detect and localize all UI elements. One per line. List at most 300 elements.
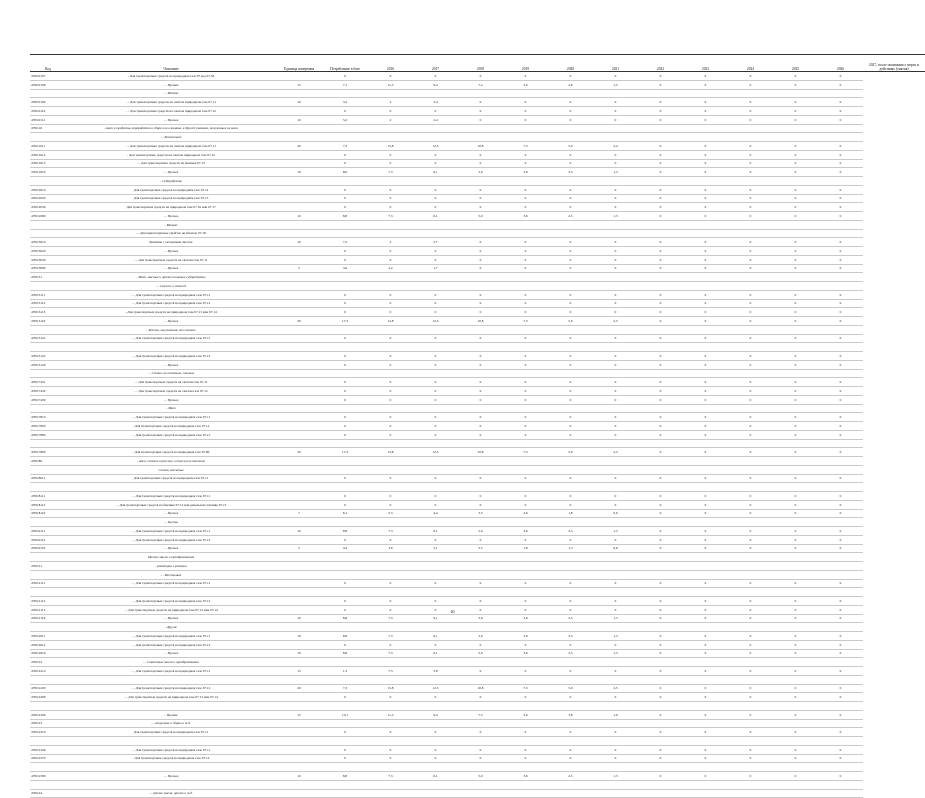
year-rate-cell: 0 xyxy=(548,430,593,439)
year-rate-cell xyxy=(773,124,818,133)
year-rate-cell: 0 xyxy=(548,535,593,544)
unit-cell xyxy=(276,518,322,527)
year-rate-cell: 0 xyxy=(458,378,503,387)
year-rate-cell xyxy=(773,483,818,492)
unit-cell xyxy=(276,562,322,571)
table-row xyxy=(30,527,925,536)
description-cell: - - Для транспортных средств на природном газе 07.11 xyxy=(66,413,276,422)
year-rate-cell: 0 xyxy=(593,203,638,212)
year-rate-cell xyxy=(368,343,413,352)
year-rate-cell: 2,4 xyxy=(413,115,458,124)
year-rate-cell xyxy=(593,457,638,466)
year-rate-cell xyxy=(548,553,593,562)
year-rate-cell xyxy=(503,282,548,291)
table-row xyxy=(30,483,925,492)
year-rate-cell: 0 xyxy=(458,238,503,247)
table-row xyxy=(30,247,925,256)
year-rate-cell: 0 xyxy=(773,194,818,203)
table-row xyxy=(30,369,925,378)
year-rate-cell: 0 xyxy=(503,115,548,124)
year-rate-cell xyxy=(503,737,548,746)
year-rate-cell: 0 xyxy=(818,238,863,247)
unit-cell xyxy=(276,369,322,378)
table-row xyxy=(30,763,925,772)
unit-cell xyxy=(276,308,322,317)
year-rate-cell: 0 xyxy=(818,255,863,264)
column-header: 2024 xyxy=(728,55,773,72)
year-rate-cell: 0 xyxy=(638,535,683,544)
year-rate-cell: 0 xyxy=(368,203,413,212)
year-rate-cell: 0 xyxy=(413,194,458,203)
unit-cell xyxy=(276,360,322,369)
year-rate-cell: 0 xyxy=(593,238,638,247)
year-rate-cell xyxy=(548,439,593,448)
year-rate-cell: 0 xyxy=(368,500,413,509)
year-rate-cell: 0 xyxy=(773,387,818,396)
table-row xyxy=(30,89,925,98)
year-rate-cell: 0 xyxy=(818,413,863,422)
year-rate-cell: 0 xyxy=(773,308,818,317)
year-rate-cell: 0 xyxy=(683,352,728,361)
description-cell: - - Прочее xyxy=(66,649,276,658)
unit-cell: 10 xyxy=(276,115,322,124)
year-rate-cell: 5,0 xyxy=(548,317,593,326)
year-rate-cell xyxy=(458,282,503,291)
year-rate-cell: 0 xyxy=(773,290,818,299)
code-cell: 4700.0109 xyxy=(30,98,66,107)
year-rate-cell: 0 xyxy=(818,422,863,431)
year-rate-cell xyxy=(413,658,458,667)
year-rate-cell xyxy=(413,124,458,133)
base-rate-cell: 0 xyxy=(322,378,368,387)
year-rate-cell: 0 xyxy=(818,693,863,702)
year-rate-cell: 0 xyxy=(818,430,863,439)
year-rate-cell: 5,0 xyxy=(458,168,503,177)
table-header-row xyxy=(30,55,925,72)
base-rate-cell: 0 xyxy=(322,430,368,439)
year-rate-cell: 0 xyxy=(638,579,683,588)
year-rate-cell: 0 xyxy=(773,772,818,781)
year-rate-cell: 0 xyxy=(593,159,638,168)
year-rate-cell xyxy=(638,273,683,282)
year-rate-cell xyxy=(683,325,728,334)
year-rate-cell: 0 xyxy=(458,395,503,404)
year-rate-cell: 1,8 xyxy=(503,544,548,553)
year-rate-cell xyxy=(638,325,683,334)
year-rate-cell: 0 xyxy=(458,352,503,361)
code-cell: 4700.31 xyxy=(30,273,66,282)
year-rate-cell: 0 xyxy=(638,203,683,212)
year-rate-cell xyxy=(503,177,548,186)
description-cell: - - Для транспортных средств на природном газе 07.11 xyxy=(66,334,276,343)
year-rate-cell: 0 xyxy=(728,290,773,299)
year-rate-cell: 0 xyxy=(458,745,503,754)
unit-cell xyxy=(276,273,322,282)
table-row xyxy=(30,273,925,282)
year-rate-cell: 0 xyxy=(368,247,413,256)
year-rate-cell: 0 xyxy=(728,579,773,588)
base-rate-cell: 0 xyxy=(322,413,368,422)
table-row xyxy=(30,684,925,693)
year-rate-cell xyxy=(368,780,413,789)
table-row xyxy=(30,693,925,702)
year-rate-cell xyxy=(413,518,458,527)
code-cell xyxy=(30,553,66,562)
year-rate-cell: 0 xyxy=(638,422,683,431)
year-rate-cell: 0 xyxy=(728,255,773,264)
year-rate-cell: 0 xyxy=(593,430,638,439)
year-rate-cell xyxy=(818,719,863,728)
description-cell: - - Кусты xyxy=(66,518,276,527)
year-rate-cell: 0 xyxy=(638,527,683,536)
code-cell: 4700.3020 xyxy=(30,247,66,256)
code-cell: 4700.2119 xyxy=(30,614,66,623)
year-rate-cell xyxy=(593,675,638,684)
year-rate-cell: 0 xyxy=(503,597,548,606)
year-rate-cell xyxy=(683,483,728,492)
base-rate-cell xyxy=(322,457,368,466)
base-rate-cell xyxy=(322,658,368,667)
year-rate-cell: 0 xyxy=(728,107,773,116)
year-rate-cell xyxy=(458,124,503,133)
year-rate-cell xyxy=(773,404,818,413)
year-rate-cell: 0 xyxy=(638,264,683,273)
description-cell: - - Для транспортных средств на природном газе 07.11 xyxy=(66,667,276,676)
base-rate-cell xyxy=(322,89,368,98)
year-rate-cell: 0 xyxy=(413,693,458,702)
year-rate-cell: 0 xyxy=(638,693,683,702)
column-header: 2016 xyxy=(368,55,413,72)
code-cell xyxy=(30,588,66,597)
base-rate-cell: 0 xyxy=(322,605,368,614)
year-rate-cell xyxy=(593,518,638,527)
base-rate-cell: 0 xyxy=(322,640,368,649)
year-rate-cell xyxy=(458,719,503,728)
year-rate-cell: 0 xyxy=(368,334,413,343)
table-row xyxy=(30,387,925,396)
year-rate-cell: 0 xyxy=(728,422,773,431)
year-rate-cell: 0 xyxy=(683,500,728,509)
unit-cell: 20 xyxy=(276,448,322,457)
year-rate-cell: 0 xyxy=(593,395,638,404)
year-rate-cell xyxy=(818,325,863,334)
code-cell: 4700.9111 xyxy=(30,527,66,536)
unit-cell xyxy=(276,72,322,81)
year-rate-cell xyxy=(548,273,593,282)
year-rate-cell xyxy=(683,177,728,186)
year-rate-cell xyxy=(773,737,818,746)
unit-cell xyxy=(276,343,322,352)
year-rate-cell: 0 xyxy=(593,474,638,483)
year-rate-cell: 0 xyxy=(503,474,548,483)
year-rate-cell: 0 xyxy=(818,308,863,317)
year-rate-cell xyxy=(683,737,728,746)
year-rate-cell xyxy=(773,518,818,527)
column-header: Единица измерения xyxy=(276,55,322,72)
unit-cell xyxy=(276,325,322,334)
year-rate-cell xyxy=(413,465,458,474)
year-rate-cell: 0 xyxy=(638,299,683,308)
year-rate-cell: 0 xyxy=(503,352,548,361)
year-rate-cell: 0 xyxy=(773,150,818,159)
year-rate-cell: 0,6 xyxy=(593,544,638,553)
description-cell: - Для транспортных средств на природном газе 07.12 xyxy=(66,422,276,431)
unit-cell xyxy=(276,465,322,474)
year-rate-cell: 0 xyxy=(638,745,683,754)
year-rate-cell xyxy=(458,789,503,798)
year-rate-cell: 0 xyxy=(638,492,683,501)
code-cell xyxy=(30,282,66,291)
description-cell: - - Для транспортных средств на природном газе 07.12 xyxy=(66,299,276,308)
column-header: 2026 xyxy=(818,55,863,72)
year-rate-cell: 12,5 xyxy=(413,317,458,326)
year-rate-cell: 4,4 xyxy=(413,509,458,518)
year-rate-cell xyxy=(773,570,818,579)
base-rate-cell: 0 xyxy=(322,194,368,203)
unit-cell xyxy=(276,737,322,746)
year-rate-cell: 0 xyxy=(638,605,683,614)
year-rate-cell: 6,1 xyxy=(413,527,458,536)
description-cell: - - Для транспортных средств на сжатом газе 07.11 xyxy=(66,378,276,387)
year-rate-cell xyxy=(773,325,818,334)
year-rate-cell xyxy=(458,89,503,98)
year-rate-cell: 0 xyxy=(773,544,818,553)
year-rate-cell xyxy=(728,229,773,238)
year-rate-cell xyxy=(593,702,638,711)
year-rate-cell xyxy=(413,89,458,98)
table-row xyxy=(30,299,925,308)
table-row xyxy=(30,282,925,291)
code-cell xyxy=(30,177,66,186)
year-rate-cell: 0 xyxy=(413,395,458,404)
year-rate-cell xyxy=(818,780,863,789)
year-rate-cell: 0 xyxy=(773,247,818,256)
description-cell: - - Для транспортных средств на сжатом газе 07.11 xyxy=(66,255,276,264)
code-cell: 4700.22 xyxy=(30,658,66,667)
year-rate-cell: 0 xyxy=(458,640,503,649)
year-rate-cell: 7,3 xyxy=(368,614,413,623)
year-rate-cell: 0 xyxy=(638,378,683,387)
year-rate-cell: 0 xyxy=(503,264,548,273)
base-rate-cell xyxy=(322,465,368,474)
year-rate-cell: 0 xyxy=(413,535,458,544)
year-rate-cell xyxy=(593,465,638,474)
year-rate-cell: 0 xyxy=(773,72,818,81)
year-rate-cell: 0 xyxy=(368,605,413,614)
year-rate-cell: 0 xyxy=(413,360,458,369)
year-rate-cell: 0 xyxy=(728,299,773,308)
code-cell: 4700.3010 xyxy=(30,238,66,247)
year-rate-cell: 0 xyxy=(368,492,413,501)
year-rate-cell xyxy=(458,658,503,667)
year-rate-cell: 0 xyxy=(413,640,458,649)
description-cell: - - Прочее xyxy=(66,264,276,273)
year-rate-cell: 0 xyxy=(728,308,773,317)
base-rate-cell xyxy=(322,737,368,746)
year-rate-cell xyxy=(638,439,683,448)
table-body xyxy=(30,72,925,798)
year-rate-cell: 11,3 xyxy=(368,80,413,89)
year-rate-cell xyxy=(683,465,728,474)
description-cell: - Для транспортных средств на природном газе 07.80 xyxy=(66,448,276,457)
year-rate-cell: 0 xyxy=(503,693,548,702)
year-rate-cell: 6,1 xyxy=(413,168,458,177)
unit-cell xyxy=(276,553,322,562)
base-rate-cell: 0 xyxy=(322,290,368,299)
base-rate-cell: 0 xyxy=(322,500,368,509)
year-rate-cell: 0 xyxy=(548,308,593,317)
base-rate-cell xyxy=(322,553,368,562)
year-rate-cell: 0 xyxy=(368,579,413,588)
year-rate-cell: 0 xyxy=(458,255,503,264)
year-rate-cell xyxy=(773,719,818,728)
unit-cell: 5 xyxy=(276,544,322,553)
year-rate-cell xyxy=(773,89,818,98)
description-cell: - мясо и продукты переработки в сборе или в ящиках, в другой упаковке, полученные из мяса xyxy=(66,124,276,133)
year-rate-cell: 2,5 xyxy=(548,649,593,658)
year-rate-cell xyxy=(818,789,863,798)
year-rate-cell: 0 xyxy=(638,448,683,457)
year-rate-cell: 0 xyxy=(773,413,818,422)
column-header: Описание xyxy=(66,55,276,72)
year-rate-cell xyxy=(683,562,728,571)
year-rate-cell xyxy=(368,220,413,229)
description-cell xyxy=(66,588,276,597)
year-rate-cell: 0 xyxy=(818,492,863,501)
year-rate-cell xyxy=(413,404,458,413)
year-rate-cell: 5,0 xyxy=(458,614,503,623)
year-rate-cell: 0 xyxy=(773,422,818,431)
year-rate-cell xyxy=(413,675,458,684)
year-rate-cell: 0 xyxy=(818,544,863,553)
year-rate-cell xyxy=(413,457,458,466)
table-row xyxy=(30,710,925,719)
year-rate-cell: 0 xyxy=(503,430,548,439)
year-rate-cell: 0 xyxy=(773,185,818,194)
year-rate-cell xyxy=(368,623,413,632)
table-row xyxy=(30,579,925,588)
base-rate-cell: 0 xyxy=(322,159,368,168)
year-rate-cell: 0 xyxy=(773,299,818,308)
year-rate-cell: 0 xyxy=(593,535,638,544)
description-cell: - - Прочие xyxy=(66,80,276,89)
year-rate-cell xyxy=(773,702,818,711)
year-rate-cell xyxy=(413,702,458,711)
year-rate-cell xyxy=(773,780,818,789)
year-rate-cell xyxy=(728,562,773,571)
description-cell: - Мясо, мясные и прочие пищевые субпродукты xyxy=(66,273,276,282)
base-rate-cell: 7,5 xyxy=(322,238,368,247)
year-rate-cell xyxy=(818,439,863,448)
year-rate-cell: 0 xyxy=(548,255,593,264)
base-rate-cell xyxy=(322,325,368,334)
year-rate-cell: 0 xyxy=(458,387,503,396)
year-rate-cell: 0 xyxy=(458,360,503,369)
year-rate-cell: 0 xyxy=(728,98,773,107)
year-rate-cell: 0 xyxy=(458,597,503,606)
unit-cell xyxy=(276,150,322,159)
description-cell: - - Для транспортных средств на сжатом газе 07.12 xyxy=(66,387,276,396)
year-rate-cell xyxy=(458,553,503,562)
tariff-table-sheet xyxy=(30,54,920,798)
year-rate-cell xyxy=(728,518,773,527)
year-rate-cell xyxy=(728,789,773,798)
year-rate-cell xyxy=(458,133,503,142)
year-rate-cell: 0 xyxy=(548,500,593,509)
code-cell: 4700.3129 xyxy=(30,360,66,369)
year-rate-cell: 0 xyxy=(458,500,503,509)
year-rate-cell xyxy=(503,562,548,571)
year-rate-cell: 0 xyxy=(818,395,863,404)
year-rate-cell: 5,0 xyxy=(458,649,503,658)
year-rate-cell xyxy=(503,518,548,527)
year-rate-cell: 1,3 xyxy=(593,212,638,221)
year-rate-cell: 0 xyxy=(728,500,773,509)
description-cell: - - Для транспортных средств на сжатом природном газе 07.11 xyxy=(66,98,276,107)
code-cell xyxy=(30,325,66,334)
year-rate-cell: 0 xyxy=(818,614,863,623)
year-rate-cell: 0 xyxy=(638,684,683,693)
year-rate-cell xyxy=(728,483,773,492)
code-cell: 4700.2030 xyxy=(30,203,66,212)
table-row xyxy=(30,325,925,334)
year-rate-cell: 0 xyxy=(818,317,863,326)
table-row xyxy=(30,185,925,194)
year-rate-cell xyxy=(368,325,413,334)
table-row xyxy=(30,667,925,676)
year-rate-cell: 2,5 xyxy=(548,614,593,623)
year-rate-cell: 0 xyxy=(548,185,593,194)
year-rate-cell: 0 xyxy=(638,395,683,404)
year-rate-cell xyxy=(818,457,863,466)
year-rate-cell: 0 xyxy=(818,360,863,369)
year-rate-cell: 5,0 xyxy=(548,448,593,457)
year-rate-cell: 0 xyxy=(593,745,638,754)
unit-cell xyxy=(276,588,322,597)
year-rate-cell xyxy=(773,369,818,378)
unit-cell xyxy=(276,255,322,264)
year-rate-cell xyxy=(458,325,503,334)
table-row xyxy=(30,658,925,667)
unit-cell xyxy=(276,474,322,483)
year-rate-cell: 0 xyxy=(773,142,818,151)
table-row xyxy=(30,623,925,632)
year-rate-cell xyxy=(638,404,683,413)
year-rate-cell: 0 xyxy=(683,115,728,124)
unit-cell: 5 xyxy=(276,264,322,273)
code-cell: 4700.0108 xyxy=(30,80,66,89)
year-rate-cell xyxy=(638,658,683,667)
year-rate-cell xyxy=(503,623,548,632)
year-rate-cell xyxy=(818,177,863,186)
year-rate-cell xyxy=(368,229,413,238)
base-rate-cell: 0 xyxy=(322,185,368,194)
year-rate-cell: 0 xyxy=(728,728,773,737)
year-rate-cell: 0 xyxy=(593,597,638,606)
year-rate-cell: 0 xyxy=(728,150,773,159)
year-rate-cell: 0 xyxy=(773,492,818,501)
code-cell: 4700.2113 xyxy=(30,605,66,614)
year-rate-cell: 0 xyxy=(638,255,683,264)
year-rate-cell xyxy=(818,133,863,142)
code-cell: 4700.3111 xyxy=(30,290,66,299)
code-cell: 4700.8011 xyxy=(30,474,66,483)
year-rate-cell xyxy=(638,702,683,711)
unit-cell: 10 xyxy=(276,614,322,623)
code-cell: 4700.2919 xyxy=(30,649,66,658)
year-rate-cell xyxy=(503,675,548,684)
description-cell: - - Молоко xyxy=(66,89,276,98)
